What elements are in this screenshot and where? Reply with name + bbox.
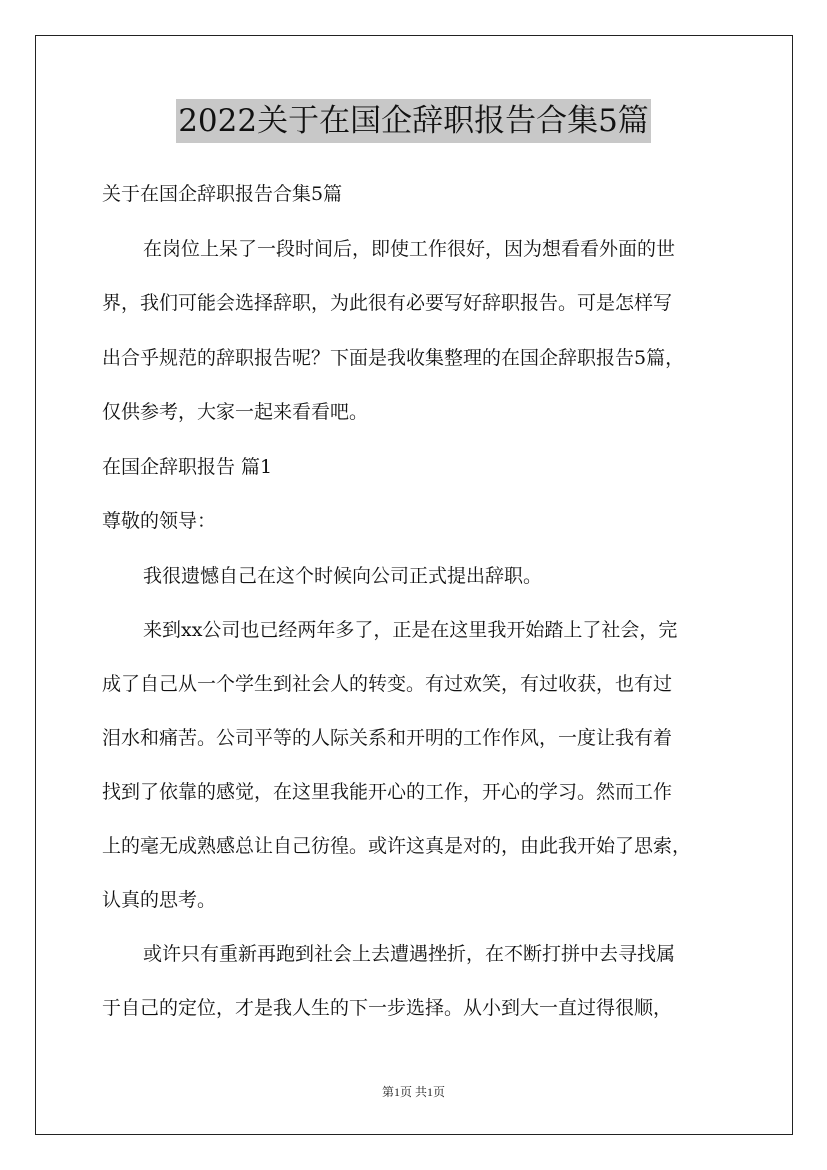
salutation: 尊敬的领导： bbox=[102, 510, 217, 532]
intro-line: 界，我们可能会选择辞职，为此很有必要写好辞职报告。可是怎样写 bbox=[102, 292, 673, 314]
paragraph-line: 来到xx公司也已经两年多了，正是在这里我开始踏上了社会，完 bbox=[143, 619, 678, 641]
intro-line: 仅供参考，大家一起来看看吧。 bbox=[102, 401, 369, 423]
title-container bbox=[0, 99, 827, 143]
page-number: 第1页 共1页 bbox=[381, 1085, 445, 1099]
paragraph-line: 于自己的定位，才是我人生的下一步选择。从小到大一直过得很顺， bbox=[102, 997, 673, 1019]
section-heading: 在国企辞职报告 篇1 bbox=[102, 456, 273, 478]
paragraph-line: 成了自己从一个学生到社会人的转变。有过欢笑，有过收获，也有过 bbox=[102, 673, 673, 695]
intro-line: 在岗位上呆了一段时间后，即使工作很好，因为想看看外面的世 bbox=[143, 238, 676, 260]
document-title: 2022关于在国企辞职报告合集5篇 bbox=[176, 99, 651, 143]
paragraph-line: 找到了依靠的感觉，在这里我能开心的工作，开心的学习。然而工作 bbox=[102, 781, 673, 803]
paragraph-line: 认真的思考。 bbox=[102, 889, 217, 911]
paragraph-line: 上的毫无成熟感总让自己彷徨。或许这真是对的，由此我开始了思索， bbox=[102, 835, 692, 857]
paragraph-line: 或许只有重新再跑到社会上去遭遇挫折，在不断打拼中去寻找属 bbox=[143, 943, 676, 965]
intro-line: 出合乎规范的辞职报告呢？下面是我收集整理的在国企辞职报告5篇， bbox=[102, 347, 685, 369]
document-subtitle: 关于在国企辞职报告合集5篇 bbox=[102, 183, 343, 205]
paragraph-line: 泪水和痛苦。公司平等的人际关系和开明的工作作风，一度让我有着 bbox=[102, 727, 673, 749]
paragraph-line: 我很遗憾自己在这个时候向公司正式提出辞职。 bbox=[143, 565, 543, 587]
